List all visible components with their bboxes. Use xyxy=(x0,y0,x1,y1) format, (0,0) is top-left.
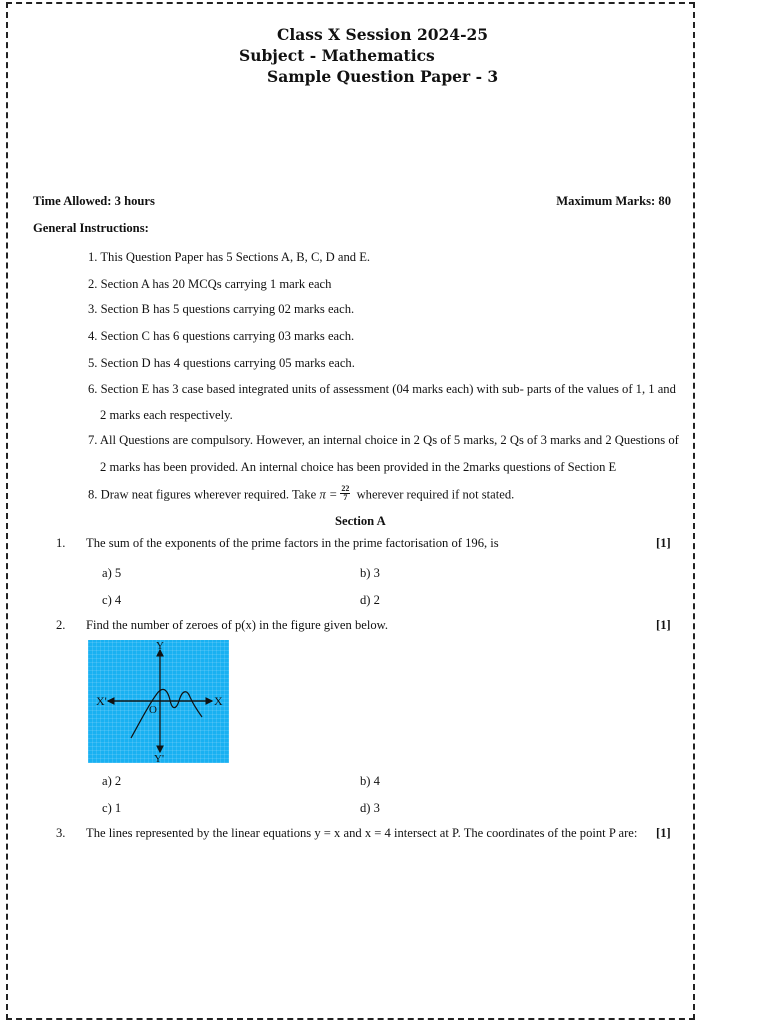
question-number: 2. xyxy=(56,618,66,632)
instruction-item-continued: 2 marks has been provided. An internal choice has been provided in the 2marks questions of Section E xyxy=(100,460,617,474)
x-label: X xyxy=(214,694,223,708)
polynomial-graph xyxy=(88,640,229,763)
y-label: Y xyxy=(156,640,164,652)
pi-symbol: π = xyxy=(319,487,338,502)
option-b: b) 3 xyxy=(360,566,380,580)
maximum-marks: Maximum Marks: 80 xyxy=(556,194,671,208)
polynomial-curve xyxy=(131,689,202,738)
instruction-8-text: 8. Draw neat figures wherever required. Take xyxy=(88,487,317,502)
class-session-title: Class X Session 2024-25 xyxy=(277,25,489,44)
instruction-8-text-end: wherever required if not stated. xyxy=(356,487,515,502)
question-text: The sum of the exponents of the prime factors in the prime factorisation of 196, is xyxy=(86,536,499,550)
instruction-item: 3. Section B has 5 questions carrying 02 marks each. xyxy=(88,302,355,316)
instruction-item: 5. Section D has 4 questions carrying 05 marks each. xyxy=(88,356,355,370)
paper-title: Sample Question Paper - 3 xyxy=(267,67,499,86)
question-number: 3. xyxy=(56,826,66,840)
page-border xyxy=(6,2,695,1020)
option-c: c) 1 xyxy=(102,801,122,815)
x-prime-label: X' xyxy=(96,694,107,708)
origin-label: O xyxy=(149,704,157,716)
question-text: The lines represented by the linear equations y = x and x = 4 intersect at P. The coordinates of the point P are: xyxy=(86,826,638,840)
option-b: b) 4 xyxy=(360,774,380,788)
instruction-item: 2. Section A has 20 MCQs carrying 1 mark each xyxy=(88,277,332,291)
instruction-item: 6. Section E has 3 case based integrated units of assessment (04 marks each) with sub- parts of the values of 1, 1 and xyxy=(88,382,676,396)
fraction-numerator: 22 xyxy=(341,484,350,493)
question-number: 1. xyxy=(56,536,66,550)
question-text: Find the number of zeroes of p(x) in the figure given below. xyxy=(86,618,389,632)
question-marks: [1] xyxy=(656,618,671,632)
instruction-item: 7. All Questions are compulsory. However, an internal choice in 2 Qs of 5 marks, 2 Qs of 3 marks and 2 Questions of xyxy=(88,433,679,447)
polynomial-graph-figure xyxy=(88,640,229,763)
instruction-item-8 xyxy=(88,484,515,504)
question-marks: [1] xyxy=(656,826,671,840)
option-a: a) 2 xyxy=(102,774,122,788)
instruction-item: 4. Section C has 6 questions carrying 03 marks each. xyxy=(88,329,355,343)
fraction-denominator: 7 xyxy=(343,493,348,502)
option-d: d) 2 xyxy=(360,593,380,607)
option-c: c) 4 xyxy=(102,593,122,607)
question-marks: [1] xyxy=(656,536,671,550)
section-a-title: Section A xyxy=(335,514,386,528)
time-allowed: Time Allowed: 3 hours xyxy=(33,194,155,208)
option-d: d) 3 xyxy=(360,801,380,815)
subject-title: Subject - Mathematics xyxy=(239,46,435,65)
option-a: a) 5 xyxy=(102,566,122,580)
instruction-item: 1. This Question Paper has 5 Sections A, B, C, D and E. xyxy=(88,250,371,264)
instruction-item-continued: 2 marks each respectively. xyxy=(100,408,233,422)
pi-fraction xyxy=(340,485,350,502)
general-instructions-heading: General Instructions: xyxy=(33,221,149,235)
y-prime-label: Y' xyxy=(154,753,164,763)
